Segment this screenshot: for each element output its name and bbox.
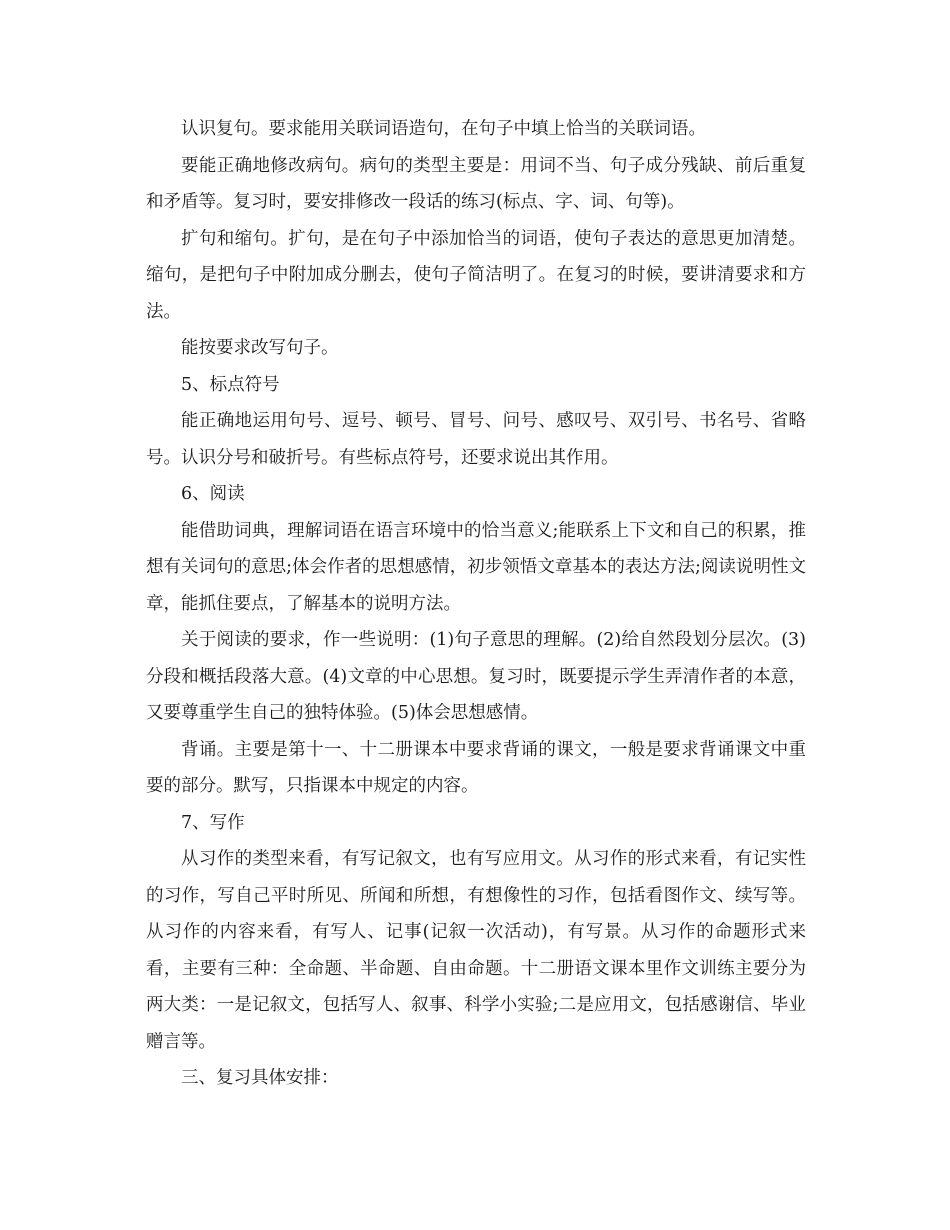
- paragraph-sentence-correction: 要能正确地修改病句。病句的类型主要是：用词不当、句子成分残缺、前后重复和矛盾等。复习时，要安排修改一段话的练习(标点、字、词、句等)。: [146, 155, 806, 212]
- document-body: [146, 111, 806, 1097]
- heading-punctuation: 5、标点符号: [181, 374, 280, 395]
- paragraph-expand-shorten: 扩句和缩句。扩句，是在句子中添加恰当的词语，使句子表达的意思更加清楚。缩句，是把句子中附加成分删去，使句子简洁明了。在复习的时候，要讲清要求和方法。: [146, 228, 806, 322]
- paragraph-reading-goals: 能借助词典，理解词语在语言环境中的恰当意义;能联系上下文和自己的积累，推想有关词句的意思;体会作者的思想感情，初步领悟文章基本的表达方法;阅读说明性文章，能抓住要点，了解基本的说明方法。: [146, 520, 806, 614]
- heading-writing: 7、写作: [181, 812, 245, 833]
- heading-reading: 6、阅读: [181, 484, 245, 504]
- paragraph-reading-notes: 关于阅读的要求，作一些说明：(1)句子意思的理解。(2)给自然段划分层次。(3)分段和概括段落大意。(4)文章的中心思想。复习时，既要提示学生弄清作者的本意，又要尊重学生自己的独特体验。(5)体会思想感情。: [146, 630, 806, 723]
- paragraph-writing: 从习作的类型来看，有写记叙文，也有写应用文。从习作的形式来看，有记实性的习作，写自己平时所见、所闻和所想，有想像性的习作，包括看图作文、续写等。从习作的内容来看，有写人、记事(记叙一次活动)，有写景。从习作的命题形式来看，主要有三种：全命题、半命题、自由命题。十二册语文课本里作文训练主要分为两大类：一是记叙文，包括写人、叙事、科学小实验;二是应用文，包括感谢信、毕业赠言等。: [146, 849, 806, 1052]
- paragraph-complex-sentences: 认识复句。要求能用关联词语造句，在句子中填上恰当的关联词语。: [181, 119, 706, 139]
- paragraph-rewrite-sentences: 能按要求改写句子。: [181, 338, 339, 358]
- paragraph-recitation: 背诵。主要是第十一、十二册课本中要求背诵的课文，一般是要求背诵课文中重要的部分。默写，只指课本中规定的内容。: [146, 739, 806, 796]
- heading-review-schedule: 三、复习具体安排：: [181, 1068, 339, 1088]
- paragraph-punctuation: 能正确地运用句号、逗号、顿号、冒号、问号、感叹号、双引号、书名号、省略号。认识分号和破折号。有些标点符号，还要求说出其作用。: [146, 411, 806, 468]
